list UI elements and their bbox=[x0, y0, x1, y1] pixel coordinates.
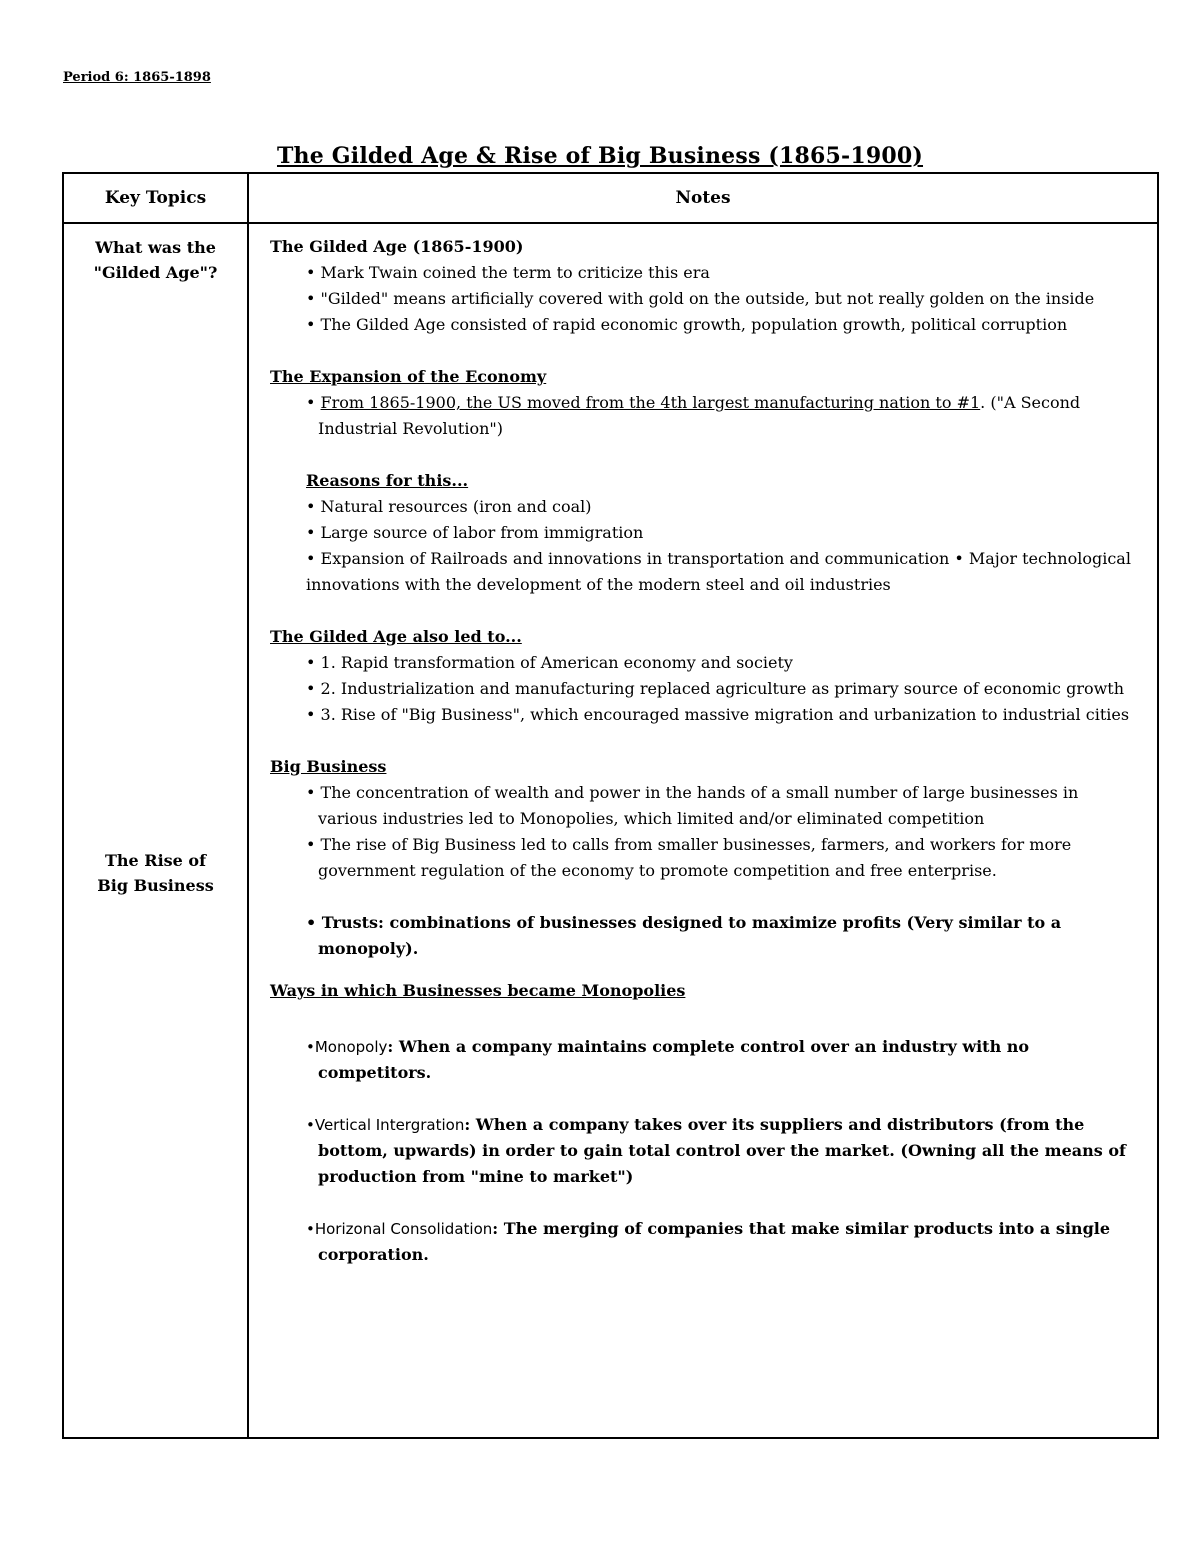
monopoly-term: •Monopoly bbox=[306, 1038, 388, 1056]
list-item: • The Gilded Age consisted of rapid economic growth, population growth, political corruption bbox=[306, 315, 1068, 334]
topic-gilded-line1: What was the bbox=[95, 238, 216, 257]
key-topics-header: Key Topics bbox=[63, 173, 248, 223]
gilded-heading: The Gilded Age (1865-1900) bbox=[270, 237, 524, 256]
vertical-integration-definition bbox=[270, 1112, 1135, 1190]
list-item: • The concentration of wealth and power in the hands of a small number of large businesses in various industries led to Monopolies, which limited and/or eliminated competition bbox=[306, 783, 1079, 828]
period-label: Period 6: 1865-1898 bbox=[63, 70, 211, 85]
list-item: • Expansion of Railroads and innovations in transportation and communication • Major technological innovations with the development of the modern steel and oil industries bbox=[306, 549, 1131, 594]
page-title: The Gilded Age & Rise of Big Business (1865-1900) bbox=[276, 143, 924, 169]
trusts-item: • Trusts: combinations of businesses designed to maximize profits (Very similar to a monopoly). bbox=[306, 913, 1062, 958]
monopoly-definition bbox=[270, 1034, 1135, 1086]
list-item: • "Gilded" means artificially covered with gold on the outside, but not really golden on the inside bbox=[306, 289, 1095, 308]
vertical-term: •Vertical Intergration bbox=[306, 1116, 465, 1134]
table-header-row bbox=[63, 173, 1158, 223]
topic-rise-line1: The Rise of bbox=[105, 851, 206, 870]
list-item: • 1. Rapid transformation of American economy and society bbox=[306, 653, 793, 672]
expansion-heading: The Expansion of the Economy bbox=[270, 367, 547, 386]
horizontal-term: •Horizonal Consolidation bbox=[306, 1220, 493, 1238]
notes-cell bbox=[248, 223, 1158, 1438]
list-item: • The rise of Big Business led to calls from smaller businesses, farmers, and workers for more government regulation of the economy to promote competition and free enterprise. bbox=[306, 835, 1072, 880]
horizontal-consolidation-definition bbox=[270, 1216, 1135, 1268]
horizontal-def: : The merging of companies that make similar products into a single corporation. bbox=[318, 1219, 1111, 1264]
vertical-def: : When a company takes over its suppliers and distributors (from the bottom, upwards) in order to gain total control over the market. (Owning all the means of production from "mine to market") bbox=[318, 1115, 1126, 1186]
topic-rise-line2: Big Business bbox=[97, 876, 214, 895]
expansion-underlined-text: From 1865-1900, the US moved from the 4th largest manufacturing nation to #1 bbox=[320, 393, 981, 412]
led-to-heading: The Gilded Age also led to... bbox=[270, 627, 522, 646]
big-business-heading: Big Business bbox=[270, 757, 387, 776]
list-item bbox=[270, 390, 1135, 442]
list-item: • Mark Twain coined the term to criticize this era bbox=[306, 263, 710, 282]
table-row bbox=[63, 223, 1158, 1438]
reasons-heading: Reasons for this... bbox=[306, 471, 469, 490]
list-item: • 3. Rise of "Big Business", which encouraged massive migration and urbanization to industrial cities bbox=[306, 705, 1130, 724]
expansion-rest-text: . ("A Second Industrial Revolution") bbox=[318, 393, 1081, 438]
topic-gilded-age bbox=[64, 224, 247, 285]
ways-heading: Ways in which Businesses became Monopolies bbox=[270, 981, 686, 1000]
bullet: • bbox=[306, 393, 321, 412]
topic-gilded-line2: "Gilded Age"? bbox=[93, 263, 218, 282]
key-topics-cell bbox=[63, 223, 248, 1438]
notes-header: Notes bbox=[248, 173, 1158, 223]
list-item: • Large source of labor from immigration bbox=[306, 523, 644, 542]
topic-rise-big-business bbox=[64, 848, 247, 898]
list-item: • 2. Industrialization and manufacturing replaced agriculture as primary source of economic growth bbox=[306, 679, 1125, 698]
monopoly-def: : When a company maintains complete control over an industry with no competitors. bbox=[318, 1037, 1030, 1082]
notes-table bbox=[62, 172, 1159, 1439]
list-item: • Natural resources (iron and coal) bbox=[306, 497, 592, 516]
